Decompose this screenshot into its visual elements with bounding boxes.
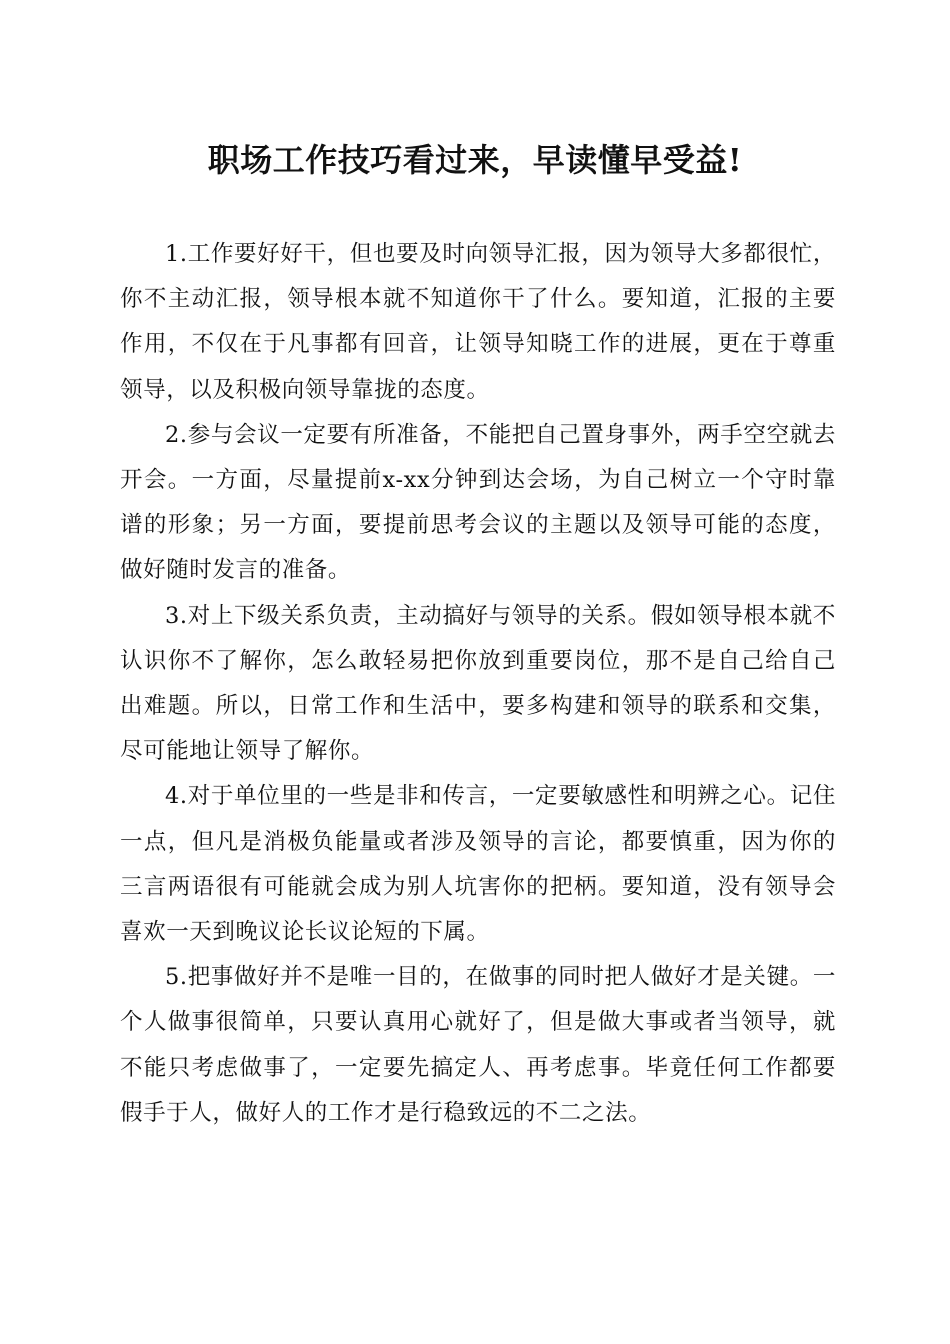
- paragraph-1: 1.工作要好好干，但也要及时向领导汇报，因为领导大多都很忙，你不主动汇报，领导根本就不知道你干了什么。要知道，汇报的主要作用，不仅在于凡事都有回音，让领导知晓工作的进展，更在于尊重领导，以及积极向领导靠拢的态度。: [120, 241, 836, 403]
- paragraph-3: 3.对上下级关系负责，主动搞好与领导的关系。假如领导根本就不认识你不了解你，怎么敢轻易把你放到重要岗位，那不是自己给自己出难题。所以，日常工作和生活中，要多构建和领导的联系和交集，尽可能地让领导了解你。: [120, 602, 836, 765]
- paragraph-4: 4.对于单位里的一些是非和传言，一定要敏感性和明辨之心。记住一点，但凡是消极负能量或者涉及领导的言论，都要慎重，因为你的三言两语很有可能就会成为别人坑害你的把柄。要知道，没有领导会喜欢一天到晚议论长议论短的下属。: [120, 783, 836, 946]
- paragraph-5: 5.把事做好并不是唯一目的，在做事的同时把人做好才是关键。一个人做事很简单，只要认真用心就好了，但是做大事或者当领导，就不能只考虑做事了，一定要先搞定人、再考虑事。毕竟任何工作都要假手于人，做好人的工作才是行稳致远的不二之法。: [120, 964, 836, 1126]
- document-body: [120, 232, 836, 1136]
- paragraph-2: 2.参与会议一定要有所准备，不能把自己置身事外，两手空空就去开会。一方面，尽量提前x-xx分钟到达会场，为自己树立一个守时靠谱的形象；另一方面，要提前思考会议的主题以及领导可能的态度，做好随时发言的准备。: [120, 421, 836, 584]
- document-title: 职场工作技巧看过来，早读懂早受益!: [207, 141, 743, 179]
